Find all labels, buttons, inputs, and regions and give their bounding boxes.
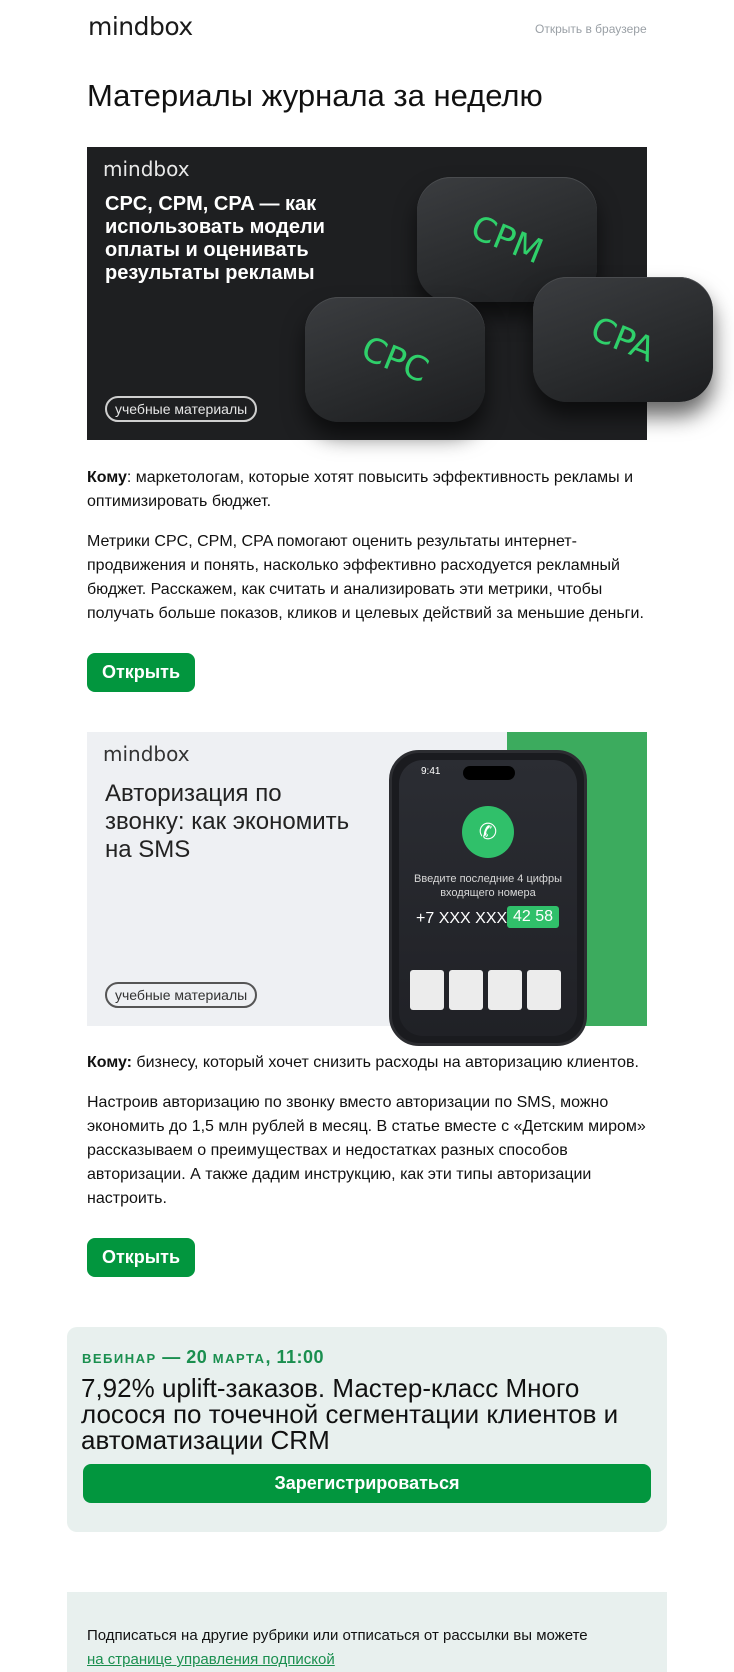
banner-headline: Авторизация по звонку: как экономить на SMS [105,780,350,863]
footer-panel [67,1592,667,1672]
phone-code: 42 58 [507,906,559,928]
banner-logo: mindbox [103,157,190,181]
open-article-button[interactable]: Открыть [87,653,195,692]
article-banner-call-auth[interactable] [87,732,647,1026]
phone-number: +7 XXX XXX [416,910,508,927]
banner-headline: CPC, CPM, CPA — как использовать модели оплаты и оценивать результаты рекламы [105,193,325,284]
phone-instruction: Введите последние 4 цифры входящего номера [414,873,562,899]
code-box [449,970,483,1010]
webinar-card [67,1327,667,1532]
webinar-date: ВЕБИНАР — 20 МАРТА, 11:00 [82,1347,325,1367]
article-banner-cpc[interactable] [87,147,661,440]
phone-time: 9:41 [421,766,441,777]
banner-tag: учебные материалы [105,396,257,422]
open-article-button[interactable]: Открыть [87,1238,195,1277]
footer-text: Подписаться на другие рубрики или отписаться от рассылки вы можете на странице управления подпиской [87,1627,588,1668]
register-button[interactable]: Зарегистрироваться [83,1464,651,1503]
key-cpm-icon: CPM [417,177,597,302]
phone-screen [399,760,577,1036]
key-cpa-icon: CPA [533,277,713,402]
manage-subscription-link[interactable]: на странице управления подпиской [87,1651,335,1668]
mindbox-logo[interactable]: mindbox [88,12,193,41]
page-title: Материалы журнала за неделю [87,78,543,113]
article-audience: Кому: бизнесу, который хочет снизить расходы на авторизацию клиентов. [87,1054,639,1071]
article-audience: Кому: маркетологам, которые хотят повысить эффективность рекламы и оптимизировать бюджет. [87,469,634,510]
phone-notch [463,766,515,780]
phone-call-icon: ✆ [462,806,514,858]
open-in-browser-link[interactable]: Открыть в браузере [535,22,647,36]
phone-illustration [389,750,587,1046]
key-cpc-icon: CPC [305,297,485,422]
webinar-title: 7,92% uplift-заказов. Мастер-класс Много лосося по точечной сегментации клиентов и автоматизации CRM [81,1373,619,1455]
article-body: Настроив авторизацию по звонку вместо авторизации по SMS, можно экономить до 1,5 млн рублей в месяц. В статье вместе с «Детским миром» рассказываем о преимуществах и недостатках разных способов авторизации. А также дадим инструкцию, как эти типы авторизации настроить. [87,1094,646,1207]
code-box [410,970,444,1010]
article-body: Метрики CPC, CPM, CPA помогают оценить результаты интернет-продвижения и понять, насколько эффективно расходуется рекламный бюджет. Расскажем, как считать и анализировать эти метрики, чтобы получать больше показов, кликов и целевых действий за меньшие деньги. [87,533,644,622]
banner-logo: mindbox [103,742,190,766]
banner-tag: учебные материалы [105,982,257,1008]
code-box [527,970,561,1010]
code-box [488,970,522,1010]
